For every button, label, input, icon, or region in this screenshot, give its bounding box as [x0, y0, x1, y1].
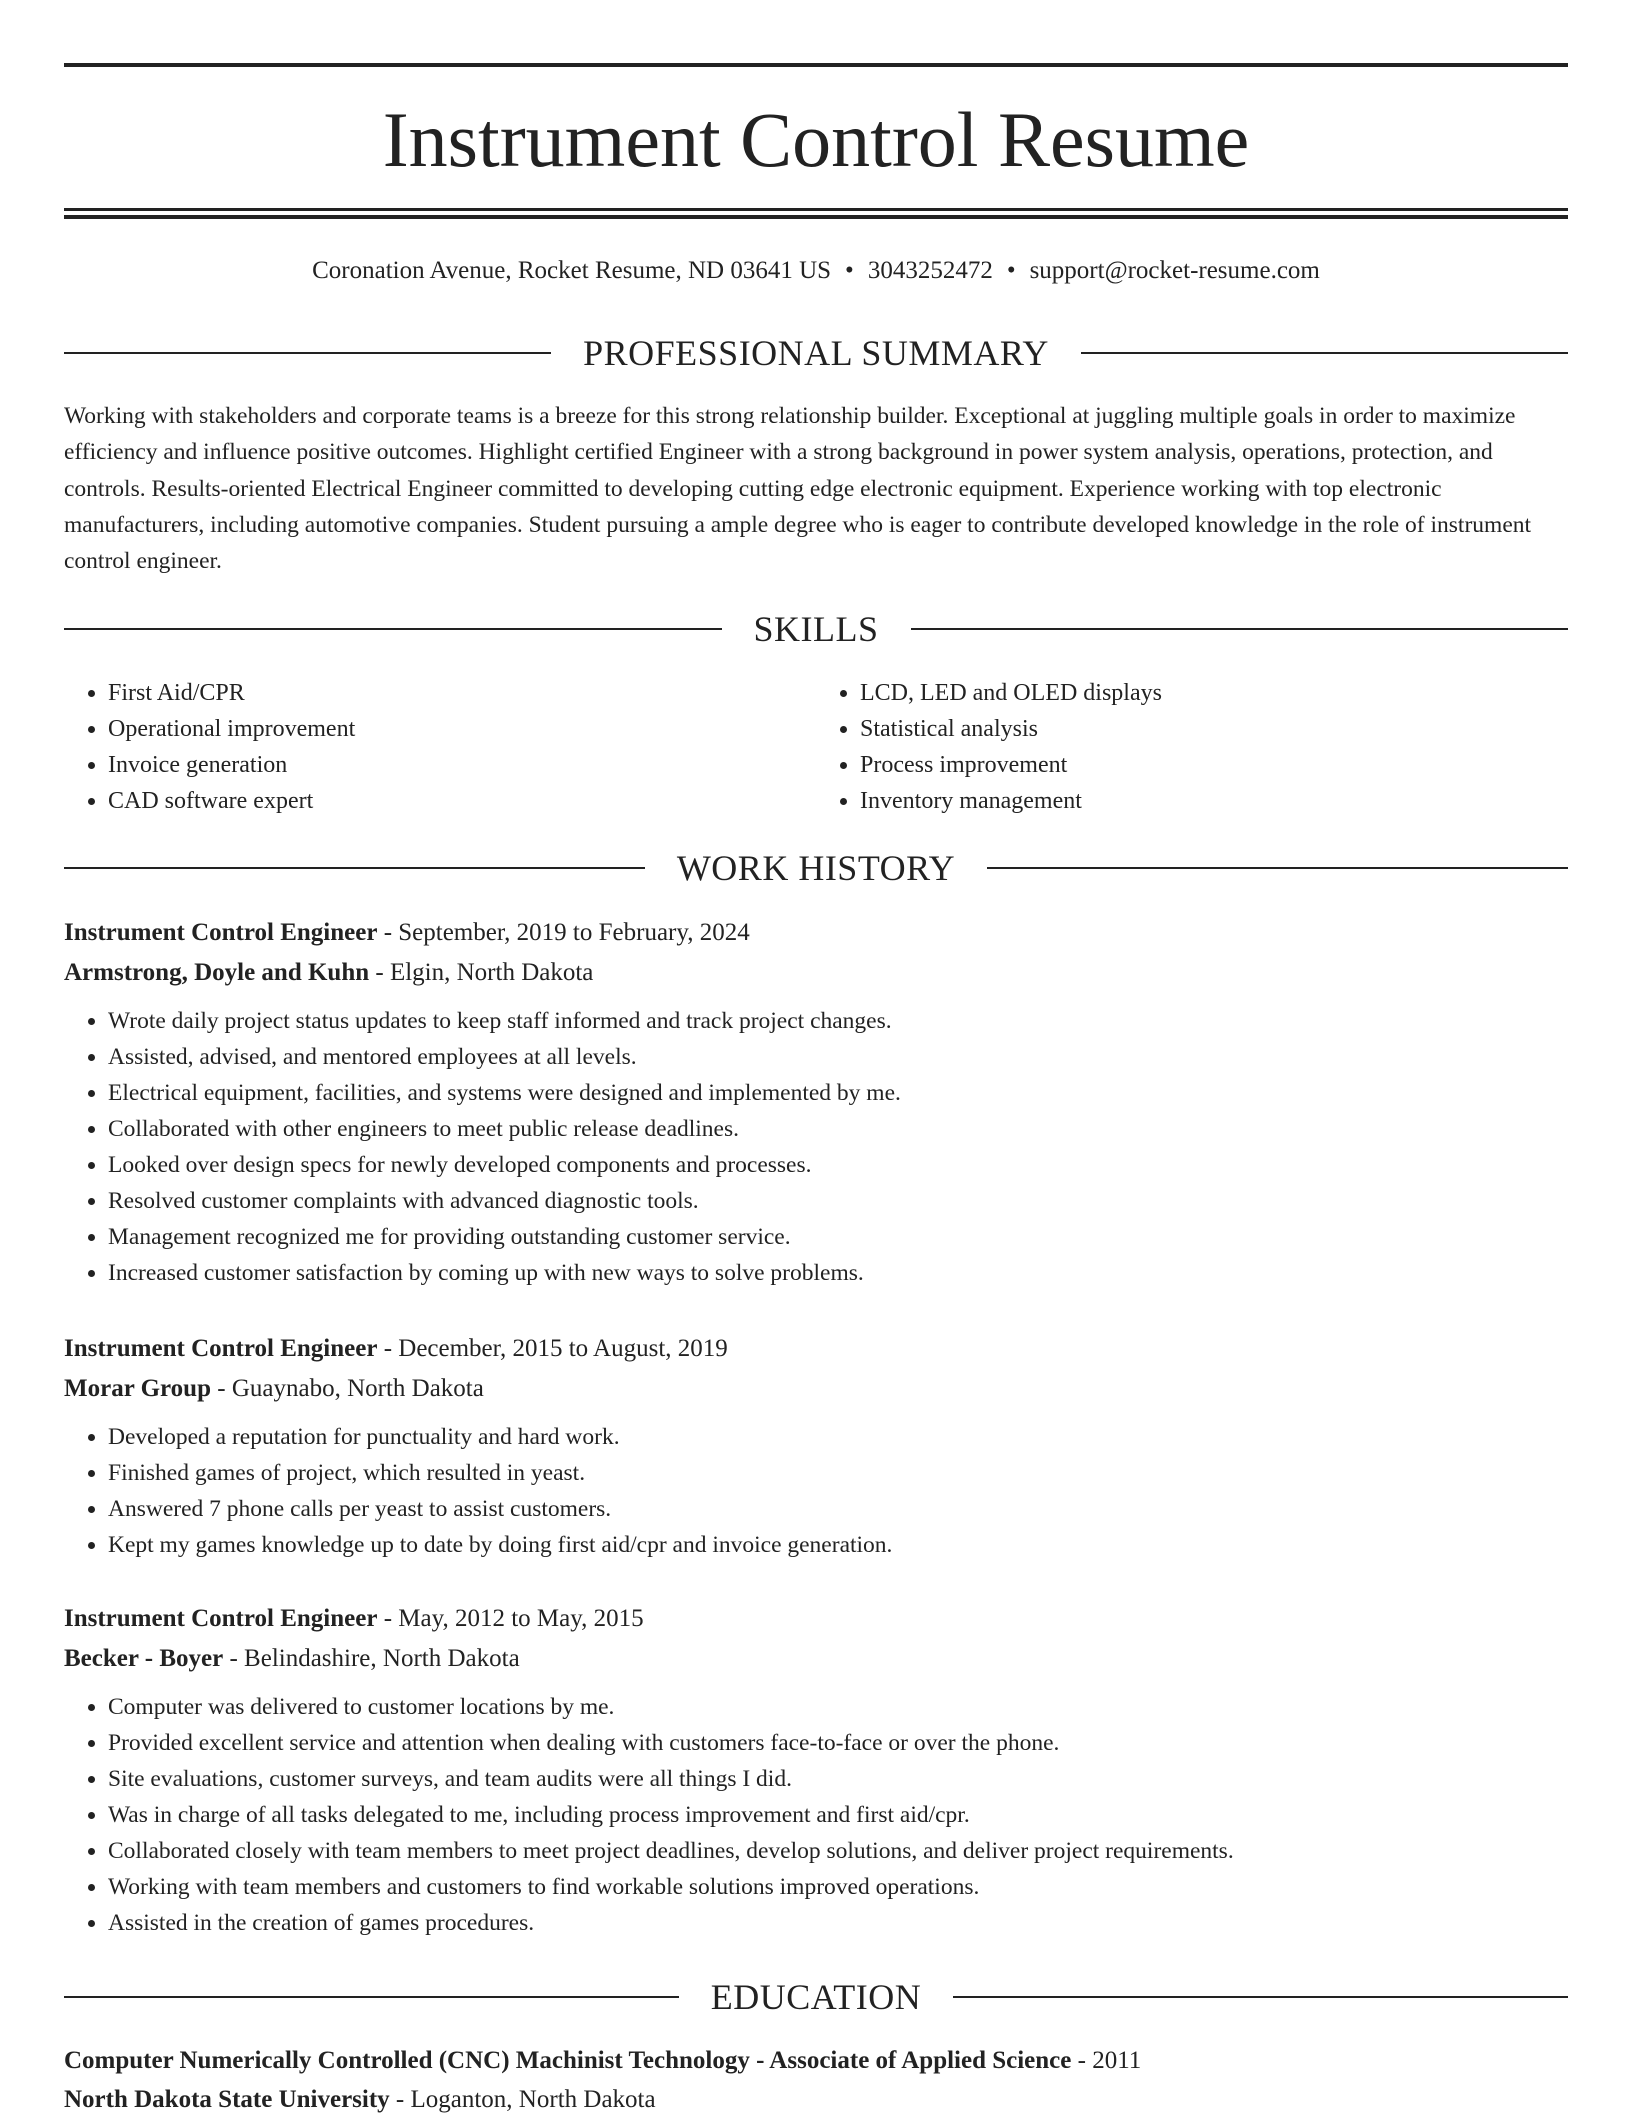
title-rule-upper	[64, 208, 1568, 211]
job-bullet: • Electrical equipment, facilities, and systems were designed and implemented by me.	[108, 1075, 1568, 1111]
job-bullet: • Increased customer satisfaction by coming up with new ways to solve problems.	[108, 1255, 1568, 1291]
job-company: Becker - Boyer	[64, 1645, 224, 1672]
section-title: WORK HISTORY	[676, 848, 956, 888]
skill-item: • Invoice generation	[108, 747, 816, 783]
job-company-line	[64, 1369, 1568, 1409]
skill-item: • LCD, LED and OLED displays	[860, 675, 1568, 711]
job-location: - Guaynabo, North Dakota	[211, 1375, 484, 1402]
heading-rule	[953, 1996, 1568, 1998]
job-dates: - September, 2019 to February, 2024	[377, 919, 750, 946]
section-heading-skills	[64, 607, 1568, 651]
section-heading-summary	[64, 331, 1568, 375]
job-bullet: • Wrote daily project status updates to keep staff informed and track project changes.	[108, 1003, 1568, 1039]
resume-title: Instrument Control Resume	[382, 96, 1250, 183]
job-company: Armstrong, Doyle and Kuhn	[64, 959, 370, 986]
skill-item: • Inventory management	[860, 783, 1568, 819]
job-entry	[64, 1329, 1568, 1563]
education-year: - 2011	[1071, 2047, 1142, 2074]
section-title: EDUCATION	[710, 1977, 922, 2017]
heading-rule	[64, 628, 722, 630]
skills-list	[64, 675, 1568, 819]
job-bullet: • Assisted in the creation of games procedures.	[108, 1905, 1568, 1941]
job-bullets	[64, 1419, 1568, 1563]
job-entry	[64, 913, 1568, 1291]
job-bullet: • Assisted, advised, and mentored employees at all levels.	[108, 1039, 1568, 1075]
education-location: - Loganton, North Dakota	[389, 2086, 656, 2113]
job-bullets	[64, 1689, 1568, 1941]
job-title: Instrument Control Engineer	[64, 919, 378, 946]
job-bullet: • Collaborated closely with team members to meet project deadlines, develop solutions, and deliver project requirements.	[108, 1833, 1568, 1869]
job-company-line	[64, 1639, 1568, 1679]
heading-rule	[911, 628, 1569, 630]
section-heading-education	[64, 1975, 1568, 2019]
skill-item: • Statistical analysis	[860, 711, 1568, 747]
heading-rule	[64, 867, 645, 869]
skill-item: • Operational improvement	[108, 711, 816, 747]
job-bullet: • Collaborated with other engineers to meet public release deadlines.	[108, 1111, 1568, 1147]
job-title-line	[64, 913, 1568, 953]
contact-address: Coronation Avenue, Rocket Resume, ND 03641 US	[312, 257, 832, 284]
job-title-line	[64, 1329, 1568, 1369]
skills-column-right	[816, 675, 1568, 819]
job-bullet: • Resolved customer complaints with advanced diagnostic tools.	[108, 1183, 1568, 1219]
heading-rule	[1081, 352, 1568, 354]
heading-rule	[987, 867, 1568, 869]
summary-text: Working with stakeholders and corporate teams is a breeze for this strong relationship builder. Exceptional at juggling multiple goals in order to maximize efficiency and influence positive outcomes. Highlight certified Engineer with a strong background in power system analysis, operations, protection, and controls. Results-oriented Electrical Engineer committed to developing cutting edge electronic equipment. Experience working with top electronic manufacturers, including automotive companies. Student pursuing a ample degree who is eager to contribute developed knowledge in the role of instrument control engineer.	[64, 403, 1532, 575]
job-dates: - May, 2012 to May, 2015	[377, 1605, 644, 1632]
job-title: Instrument Control Engineer	[64, 1605, 378, 1632]
job-bullet: • Site evaluations, customer surveys, and team audits were all things I did.	[108, 1761, 1568, 1797]
job-title-line	[64, 1599, 1568, 1639]
job-location: - Elgin, North Dakota	[369, 959, 594, 986]
job-bullet: • Answered 7 phone calls per yeast to assist customers.	[108, 1491, 1568, 1527]
skill-item: • CAD software expert	[108, 783, 816, 819]
contact-separator: •	[845, 257, 854, 284]
education-degree: Computer Numerically Controlled (CNC) Machinist Technology - Associate of Applied Science	[64, 2047, 1072, 2074]
education-degree-line	[64, 2041, 1568, 2080]
job-bullet: • Looked over design specs for newly developed components and processes.	[108, 1147, 1568, 1183]
title-rule-lower	[64, 215, 1568, 219]
job-bullet: • Management recognized me for providing outstanding customer service.	[108, 1219, 1568, 1255]
job-title: Instrument Control Engineer	[64, 1335, 378, 1362]
job-bullet: • Provided excellent service and attention when dealing with customers face-to-face or over the phone.	[108, 1725, 1568, 1761]
job-dates: - December, 2015 to August, 2019	[377, 1335, 728, 1362]
skills-column-left	[64, 675, 816, 819]
education-entry	[64, 2041, 1568, 2119]
job-bullets	[64, 1003, 1568, 1291]
job-bullet: • Finished games of project, which resulted in yeast.	[108, 1455, 1568, 1491]
contact-email: support@rocket-resume.com	[1029, 257, 1320, 284]
contact-separator: •	[1006, 257, 1016, 284]
job-bullet: • Was in charge of all tasks delegated to me, including process improvement and first aid/cpr.	[108, 1797, 1568, 1833]
job-company-line	[64, 953, 1568, 993]
job-company: Morar Group	[64, 1375, 211, 1402]
section-title: SKILLS	[753, 609, 879, 649]
job-bullet: • Kept my games knowledge up to date by doing first aid/cpr and invoice generation.	[108, 1527, 1568, 1563]
job-entry	[64, 1599, 1568, 1941]
job-location: - Belindashire, North Dakota	[223, 1645, 520, 1672]
section-heading-work	[64, 846, 1568, 890]
education-school: North Dakota State University	[64, 2086, 390, 2113]
heading-rule	[64, 1996, 679, 1998]
contact-phone: 3043252472	[867, 257, 993, 284]
top-rule	[64, 63, 1568, 67]
skill-item: • First Aid/CPR	[108, 675, 816, 711]
contact-line	[64, 254, 1568, 288]
job-bullet: • Working with team members and customers to find workable solutions improved operations.	[108, 1869, 1568, 1905]
job-bullet: • Developed a reputation for punctuality and hard work.	[108, 1419, 1568, 1455]
heading-rule	[64, 352, 551, 354]
section-title: PROFESSIONAL SUMMARY	[583, 333, 1049, 373]
education-school-line	[64, 2080, 1568, 2119]
skill-item: • Process improvement	[860, 747, 1568, 783]
job-bullet: • Computer was delivered to customer locations by me.	[108, 1689, 1568, 1725]
